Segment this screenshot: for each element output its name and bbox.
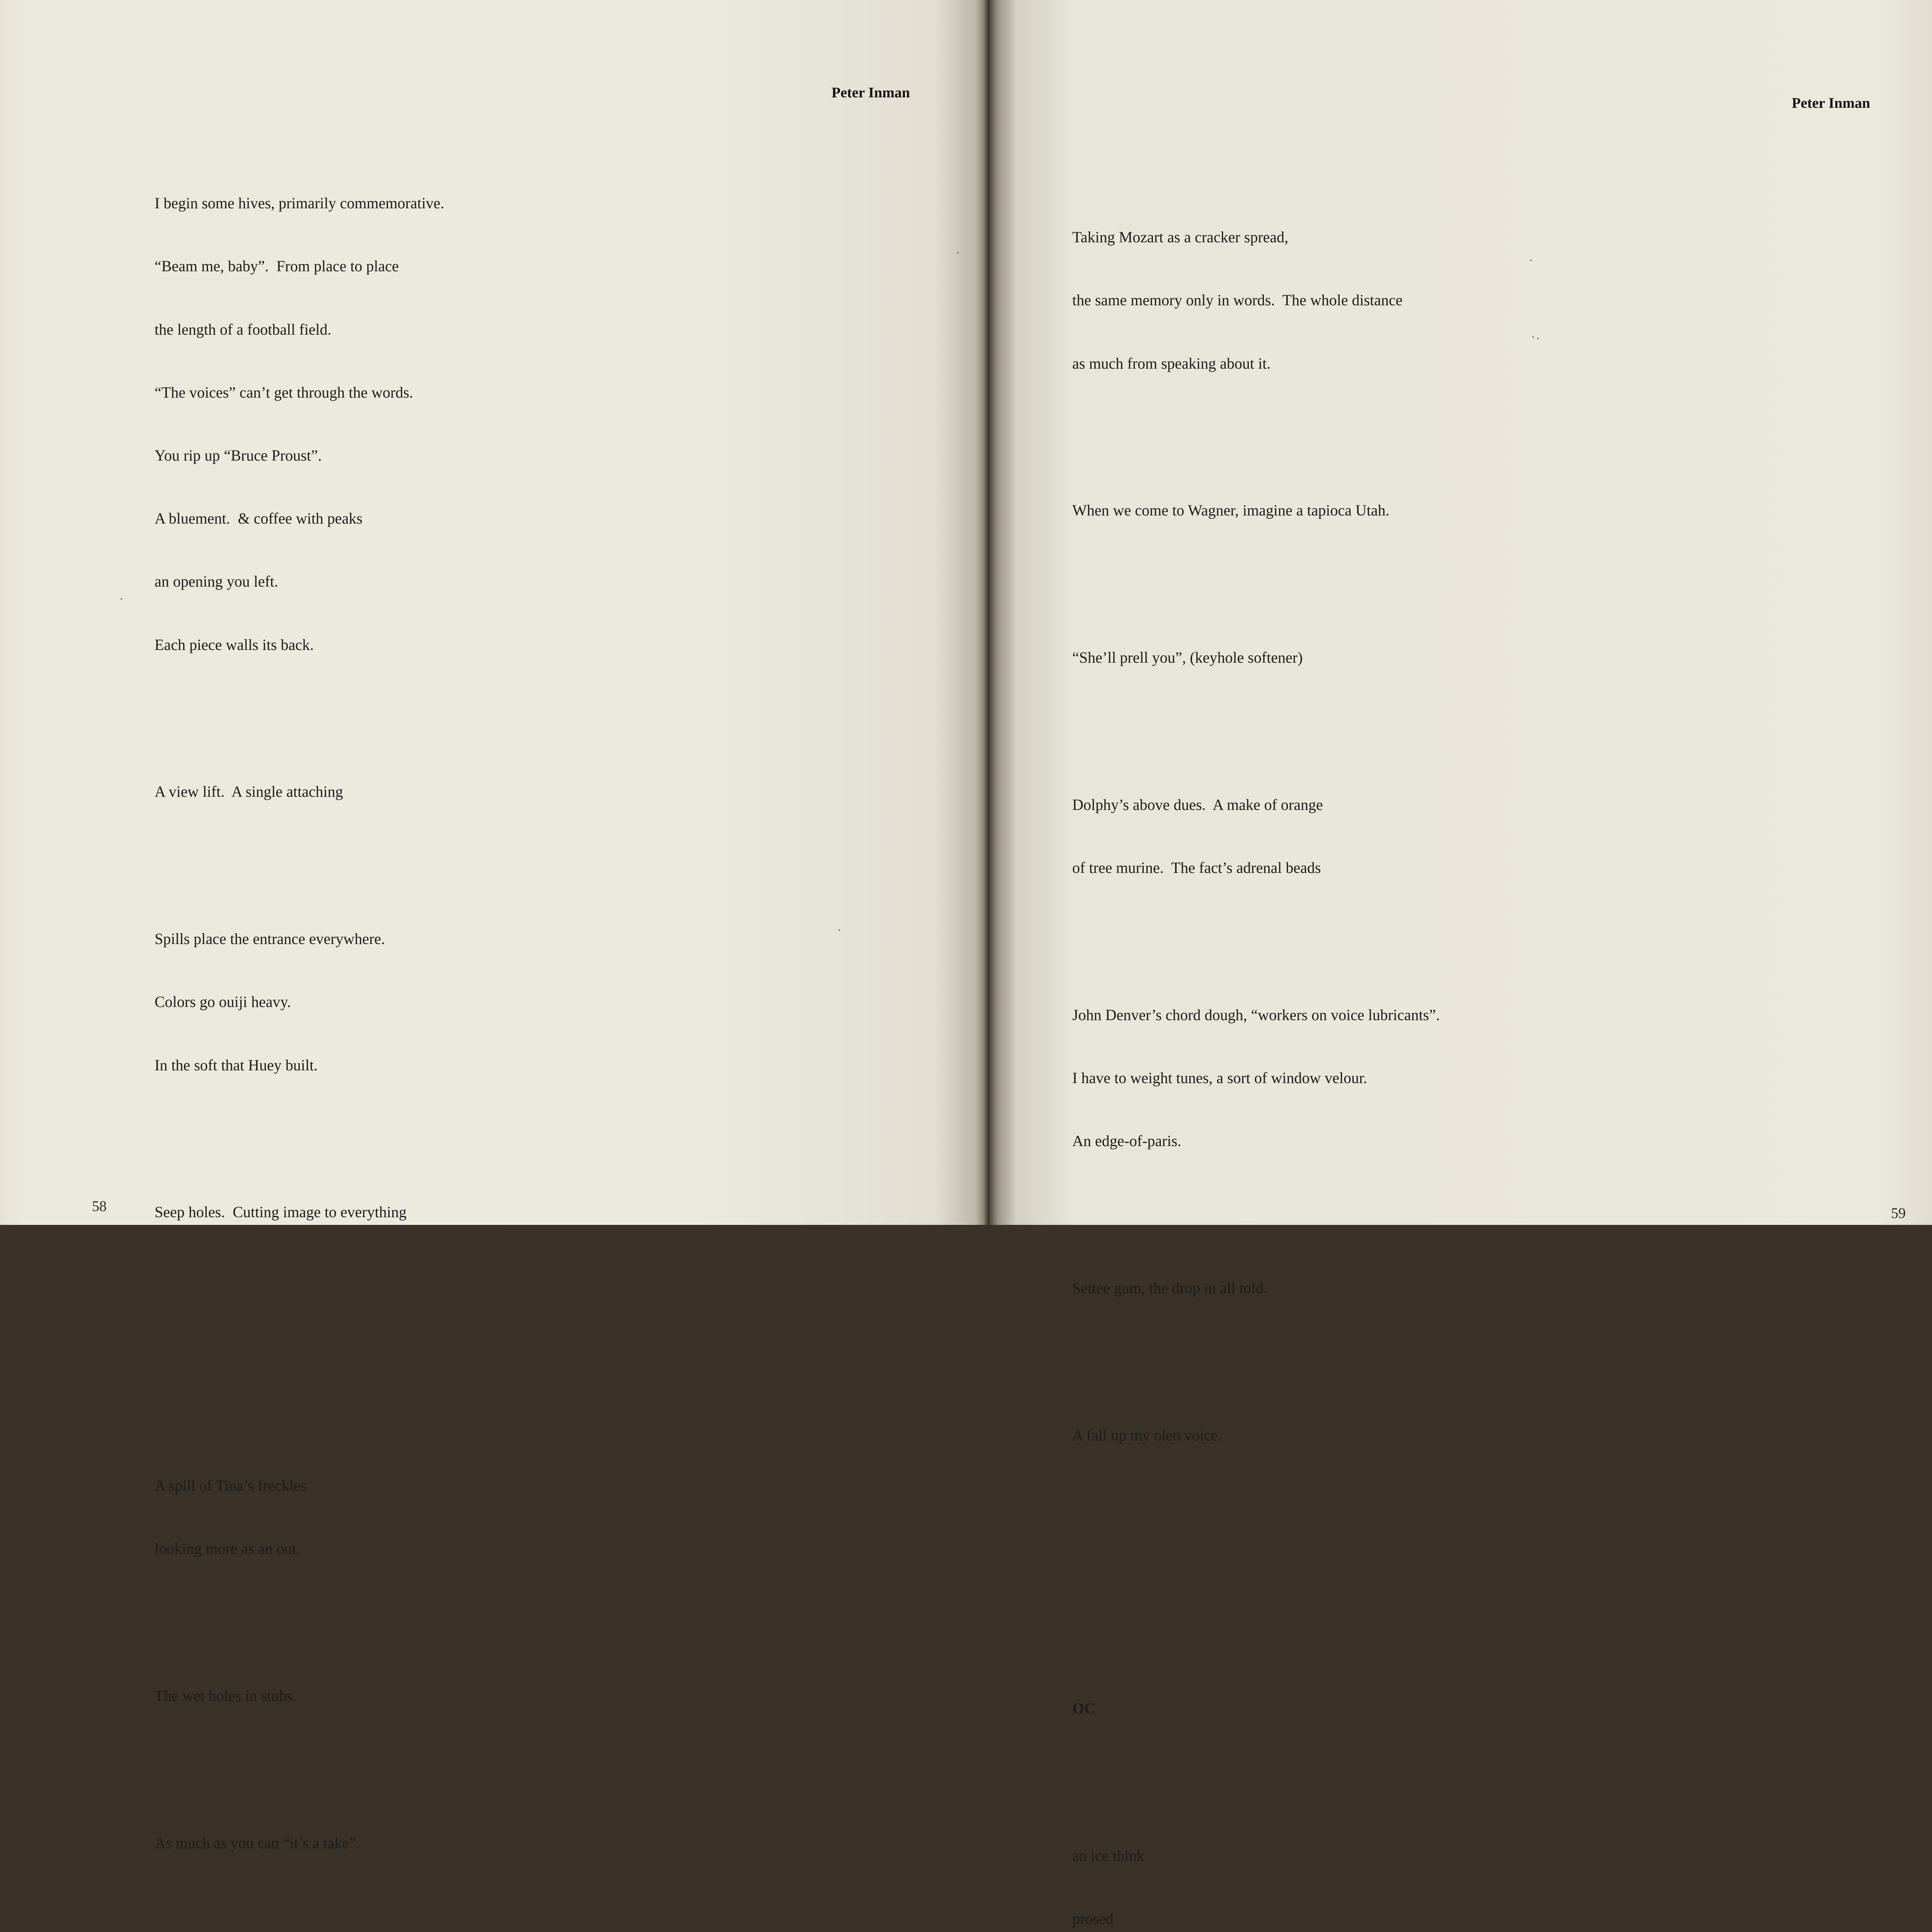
poem-line: A spill of Tina’s freckles — [155, 1476, 307, 1494]
left-page-number: 58 — [92, 1198, 107, 1214]
right-page-number: 59 — [1891, 1205, 1906, 1221]
poem-line: prosed — [1072, 1910, 1114, 1928]
paper-speck — [1537, 338, 1539, 339]
poem-line: John Denver’s chord dough, “workers on voice lubricants”. — [1072, 1006, 1440, 1024]
poem-line: An edge-of-paris. — [1072, 1132, 1182, 1150]
poem-line: As much as you can “it’s a take”. — [155, 1834, 360, 1852]
poem-line: the same memory only in words. The whole distance — [1072, 291, 1403, 309]
poem-line: A view lift. A single attaching — [155, 783, 343, 801]
poem-line: as much from speaking about it. — [1072, 354, 1271, 372]
left-page-author: Peter Inman — [832, 85, 910, 101]
poem-line: Each piece walls its back. — [155, 636, 314, 653]
poem-line: Taking Mozart as a cracker spread, — [1072, 228, 1289, 246]
right-poem — [1072, 164, 1440, 1932]
poem-line: I begin some hives, primarily commemorative. — [155, 194, 444, 212]
paper-speck — [1530, 260, 1532, 261]
paper-speck — [121, 598, 122, 600]
section-title: OC — [1072, 1700, 1095, 1718]
poem-line: A fall up my oleo voice. — [1072, 1427, 1222, 1444]
poem-line: an opening you left. — [155, 573, 278, 590]
poem-line: Settee gum, the drop in all told. — [1072, 1279, 1267, 1297]
left-poem — [155, 130, 444, 1932]
poem-line: The wet holes in stubs. — [155, 1687, 297, 1704]
right-page-author: Peter Inman — [1792, 95, 1870, 111]
poem-line: In the soft that Huey built. — [155, 1056, 318, 1074]
poem-line: Spills place the entrance everywhere. — [155, 930, 385, 948]
poem-line: Dolphy’s above dues. A make of orange — [1072, 796, 1323, 814]
poem-line: I have to weight tunes, a sort of window velour. — [1072, 1069, 1367, 1087]
paper-speck — [838, 929, 840, 931]
right-page — [989, 0, 1932, 1928]
poem-line: looking more as an out. — [155, 1539, 300, 1557]
poem-line: A bluement. & coffee with peaks — [155, 510, 363, 527]
paper-speck — [957, 252, 959, 253]
poem-line: You rip up “Bruce Proust”. — [155, 447, 322, 464]
paper-speck — [1532, 336, 1534, 338]
poem-line: of tree murine. The fact’s adrenal beads — [1072, 859, 1321, 877]
poem-line: Seep holes. Cutting image to everything — [155, 1203, 407, 1221]
poem-line: “Beam me, baby”. From place to place — [155, 257, 399, 275]
poem-line: “She’ll prell you”, (keyhole softener) — [1072, 649, 1303, 667]
poem-line: the length of a football field. — [155, 320, 332, 338]
left-page — [0, 0, 989, 1852]
poem-line: “The voices” can’t get through the words. — [155, 383, 413, 401]
poem-line: an ice think — [1072, 1847, 1145, 1865]
poem-line: When we come to Wagner, imagine a tapioca Utah. — [1072, 502, 1389, 519]
poem-line: Colors go ouiji heavy. — [155, 993, 291, 1011]
